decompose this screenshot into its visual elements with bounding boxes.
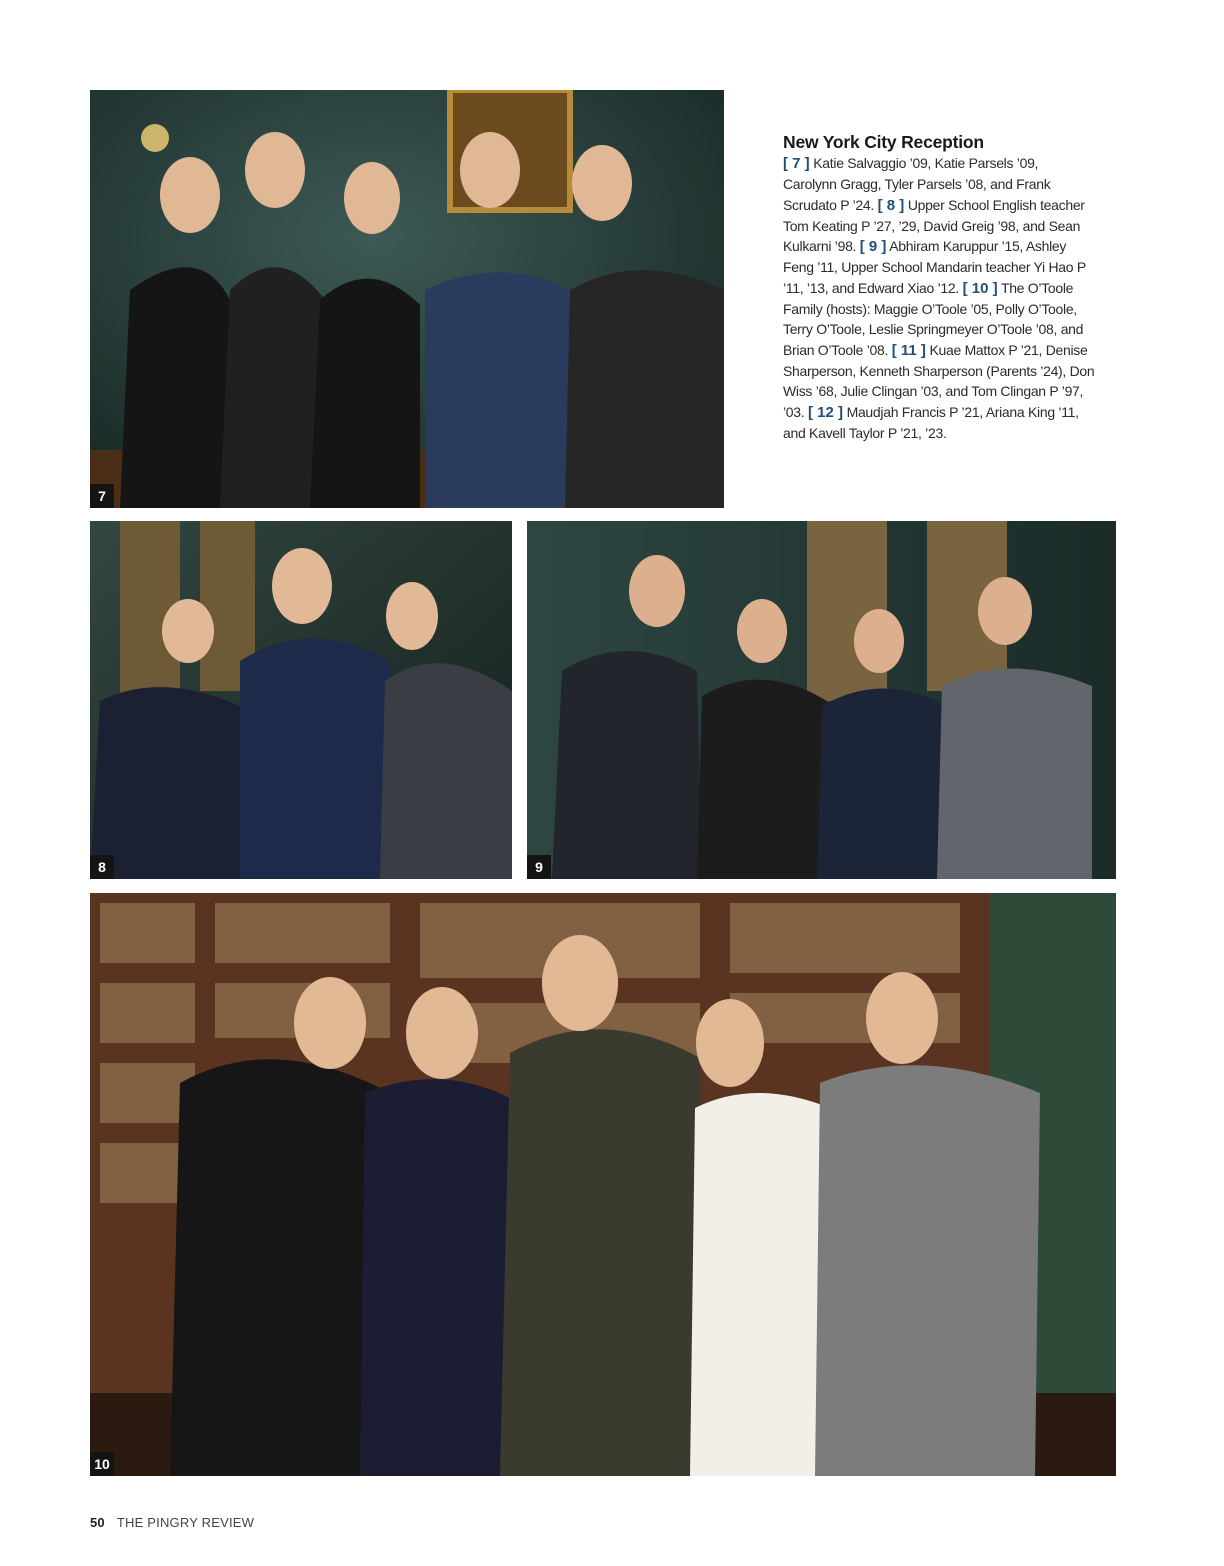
caption-tag: [ 11 ] — [891, 341, 926, 359]
caption-text: Maudjah Francis P ’21, Ariana King ’11, and Kavell Taylor P ’21, ’23. — [783, 403, 1079, 441]
photo-10-image — [90, 893, 1116, 1476]
caption-title: New York City Reception — [783, 132, 984, 152]
publication-name: THE PINGRY REVIEW — [116, 1515, 255, 1530]
caption-tag: [ 7 ] — [783, 155, 810, 172]
caption-text: The O’Toole Family (hosts): Maggie O’Toole ’05, Polly O’Toole, Terry O’Toole, Leslie Springmeyer O’Toole ’08, and Brian O’Toole ’08. — [783, 279, 1084, 358]
photo-number: 7 — [90, 484, 114, 508]
caption-tag: [ 10 ] — [962, 279, 998, 297]
caption-text: Abhiram Karuppur ’15, Ashley Feng ’11, Upper School Mandarin teacher Yi Hao P ’11, ’13, and Edward Xiao ’12. — [783, 238, 1086, 296]
photo-caption — [783, 131, 1095, 443]
photo-7 — [90, 90, 724, 508]
photo-number: 8 — [90, 855, 114, 879]
caption-tag: [ 9 ] — [859, 238, 887, 256]
page-footer — [90, 1515, 254, 1530]
photo-9 — [527, 521, 1116, 879]
caption-text: Katie Salvaggio ’09, Katie Parsels ’09, Carolynn Gragg, Tyler Parsels ’08, and Frank Scrudato P ’24. — [783, 155, 1051, 213]
photo-7-image — [90, 90, 724, 508]
caption-body — [783, 153, 1095, 443]
page-number: 50 — [90, 1515, 105, 1530]
caption-tag: [ 12 ] — [807, 403, 843, 421]
photo-8 — [90, 521, 512, 879]
photo-number: 9 — [527, 855, 551, 879]
photo-9-image — [527, 521, 1116, 879]
photo-8-image — [90, 521, 512, 879]
caption-text: Upper School English teacher Tom Keating P ’27, ’29, David Greig ’98, and Sean Kulkarni ’98. — [783, 196, 1085, 255]
photo-number: 10 — [90, 1452, 114, 1476]
caption-tag: [ 8 ] — [877, 196, 905, 214]
caption-text: Kuae Mattox P ’21, Denise Sharperson, Kenneth Sharperson (Parents ’24), Don Wiss ’68, Julie Clingan ’03, and Tom Clingan P ’97, ’03. — [783, 341, 1095, 420]
photo-10 — [90, 893, 1116, 1476]
